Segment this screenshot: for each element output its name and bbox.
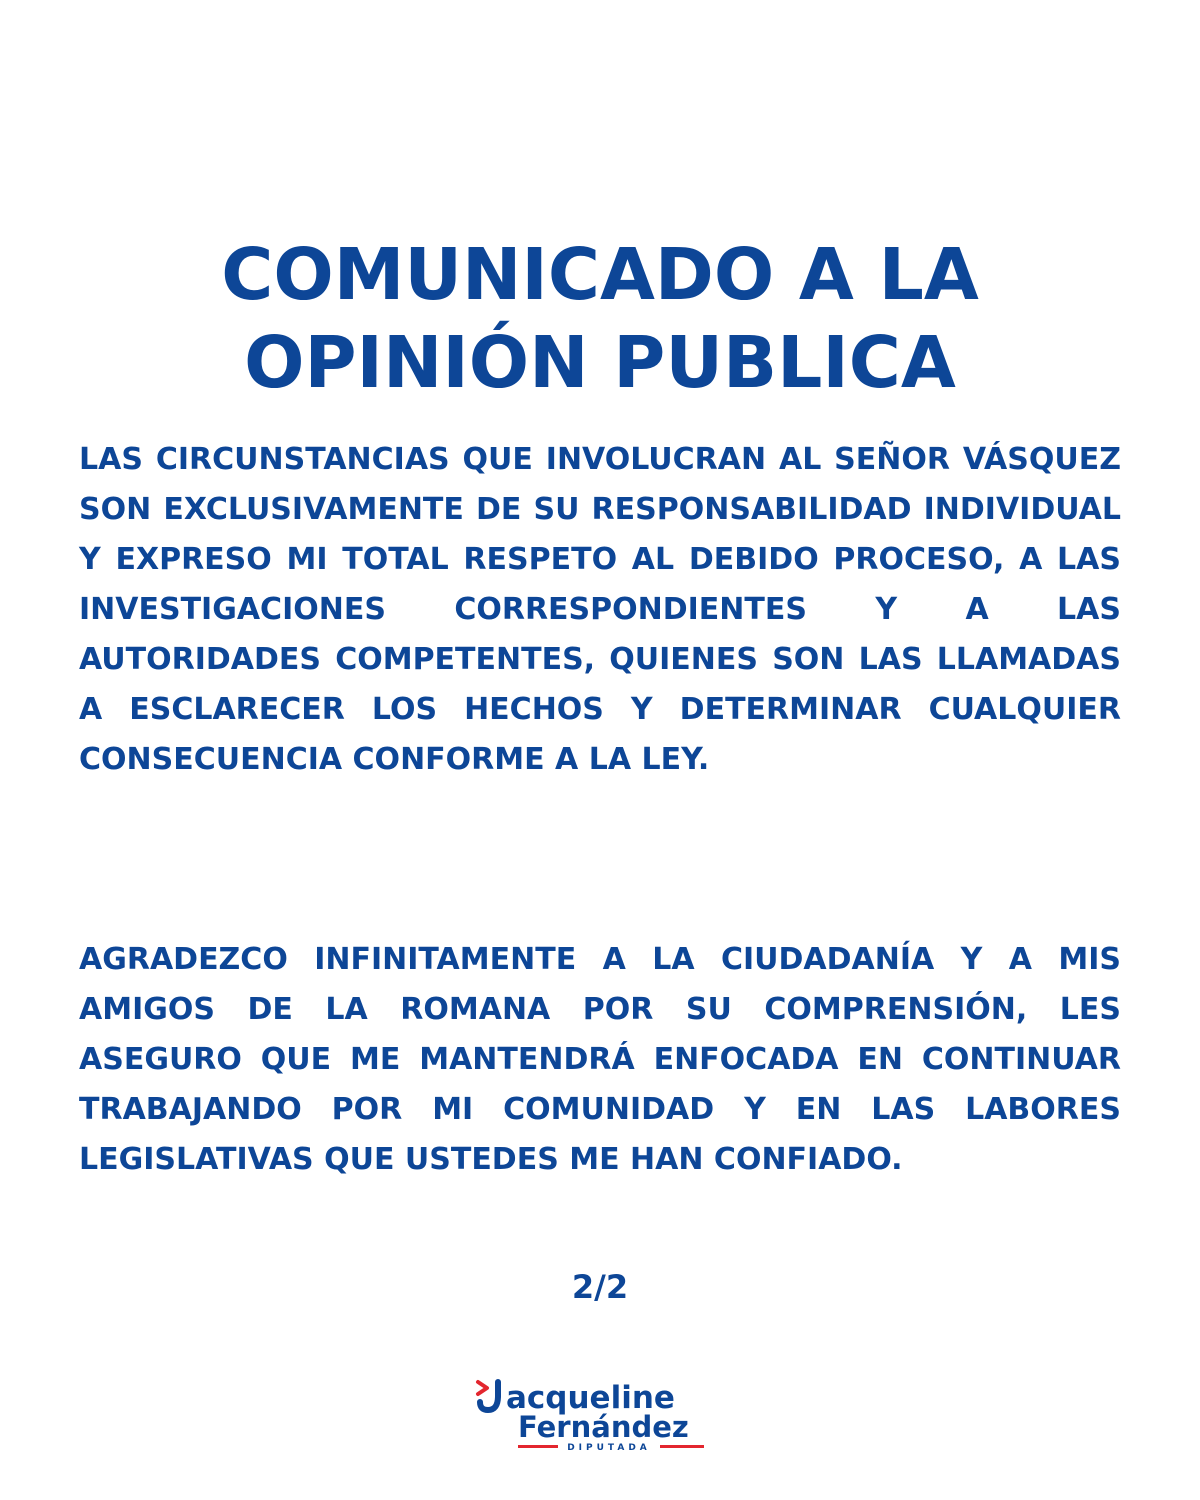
logo-underline-left — [518, 1445, 558, 1448]
logo-underline-right — [660, 1445, 704, 1448]
body-paragraph-1: LAS CIRCUNSTANCIAS QUE INVOLUCRAN AL SEÑOR VÁSQUEZ SON EXCLUSIVAMENTE DE SU RESPONSABILIDAD INDIVIDUAL Y EXPRESO MI TOTAL RESPETO AL DEBIDO PROCESO, A LAS INVESTIGACIONES CORRESPONDIENTES Y A LAS AUTORIDADES COMPETENTES, QUIENES SON LAS LLAMADAS A ESCLARECER LOS HECHOS Y DETERMINAR CUALQUIER CONSECUENCIA CONFORME A LA LEY. — [79, 442, 1121, 777]
red-chevron-icon — [478, 1382, 487, 1394]
title-line-1: COMUNICADO A LA — [221, 232, 979, 316]
page-title — [0, 231, 1200, 407]
body-paragraph-2: AGRADEZCO INFINITAMENTE A LA CIUDADANÍA Y A MIS AMIGOS DE LA ROMANA POR SU COMPRENSIÓN, LES ASEGURO QUE ME MANTENDRÁ ENFOCADA EN CONTINUAR TRABAJANDO POR MI COMUNIDAD Y EN LAS LABORES LEGISLATIVAS QUE USTEDES ME HAN CONFIADO. — [79, 942, 1121, 1177]
title-line-2: OPINIÓN PUBLICA — [244, 320, 956, 404]
logo-name-line-2: Fernández — [518, 1410, 689, 1444]
logo-name-line-1: acqueline — [506, 1380, 675, 1416]
logo-role: DIPUTADA — [567, 1443, 651, 1453]
page-number: 2/2 — [571, 1268, 629, 1306]
jacqueline-fernandez-logo — [474, 1378, 714, 1458]
